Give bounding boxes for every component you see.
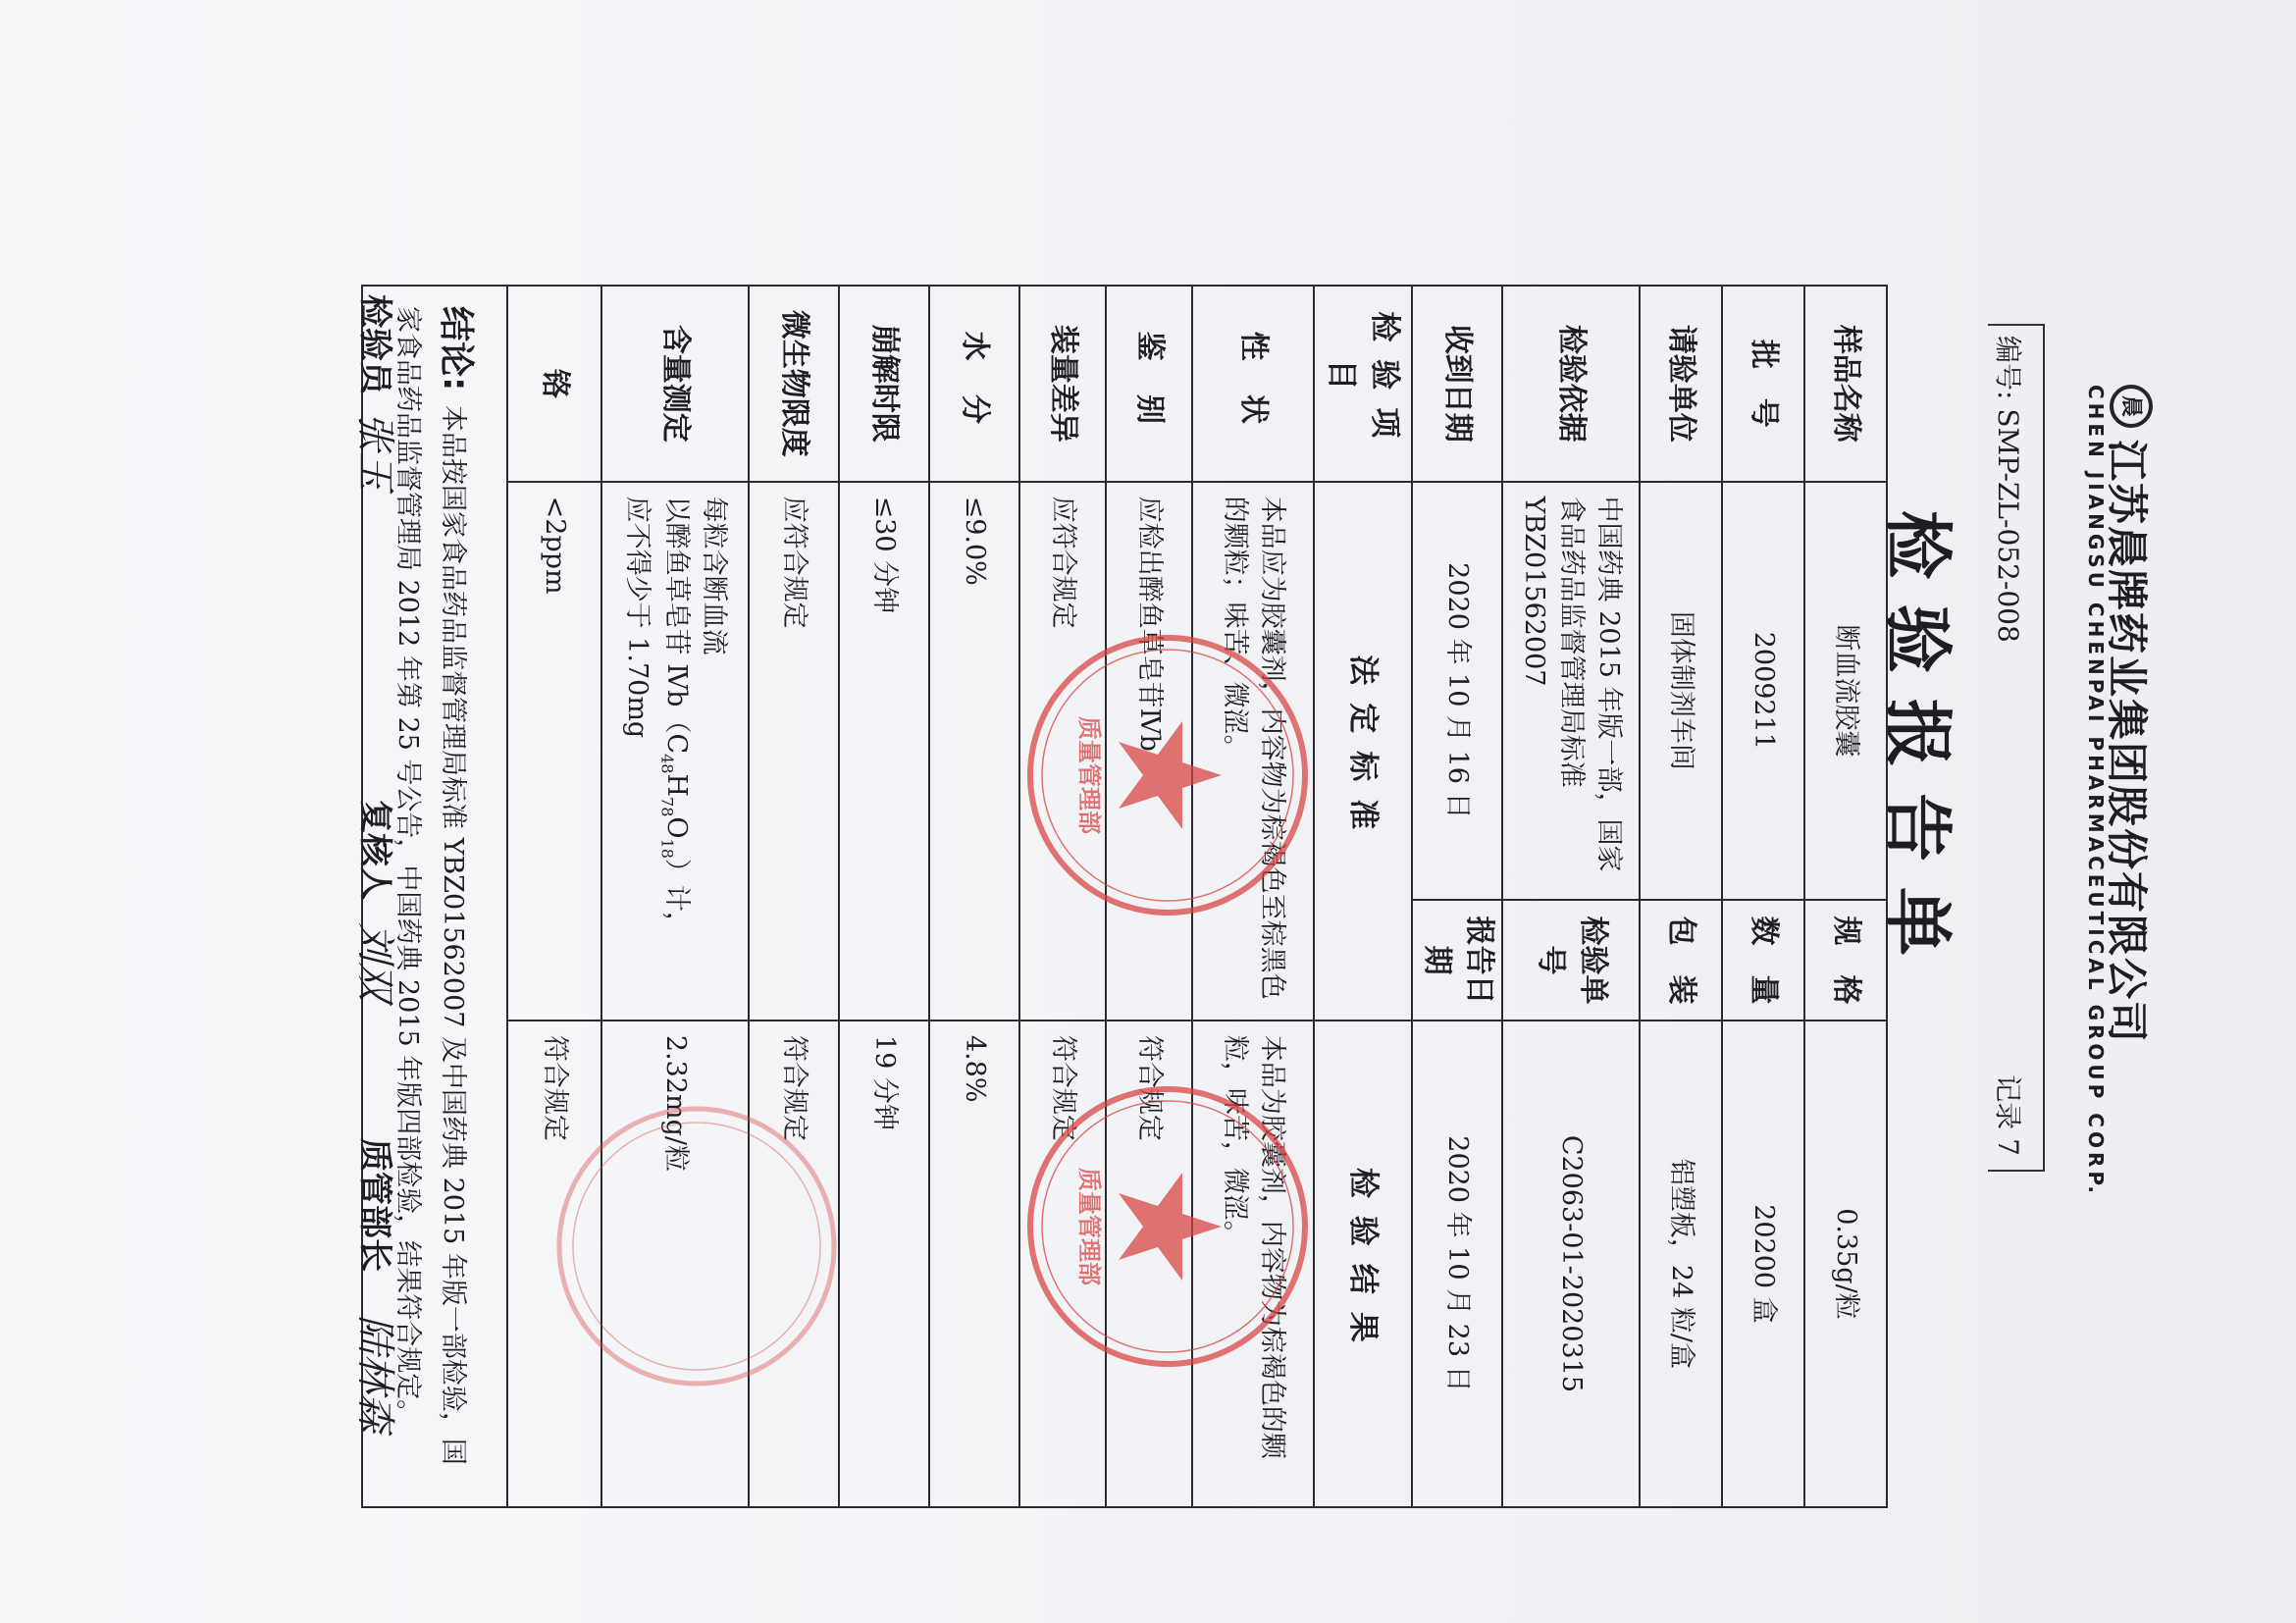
column-header-row — [1314, 286, 1412, 1507]
inspector-signature: 张玉 — [352, 412, 397, 491]
table-row — [1502, 286, 1640, 1507]
svg-text:质量管理部: 质量管理部 — [1075, 1168, 1103, 1285]
report-title: 检验报告单 — [1877, 510, 1958, 981]
result-disintegration: 19 分钟 — [839, 1021, 929, 1507]
test-item-chromium: 铬 — [507, 286, 601, 482]
standard-chromium: <2ppm — [507, 482, 601, 1021]
basis-value: 中国药典 2015 年版一部，国家食品药品监督管理局标准 YBZ01562007 — [1502, 482, 1640, 900]
result-assay: 2.32mg/粒 — [601, 1021, 749, 1507]
signature-row — [324, 285, 402, 1521]
standard-fill-variation: 应符合规定 — [1019, 482, 1106, 1021]
assay-sub-2: 78 — [657, 797, 677, 817]
table-row — [839, 286, 929, 1507]
result-moisture: 4.8% — [929, 1021, 1019, 1507]
inspector-label: 检验员 — [355, 294, 394, 394]
company-header — [2070, 385, 2159, 1415]
result-chromium: 符合规定 — [507, 1021, 601, 1507]
test-item-fill-variation: 装量差异 — [1019, 286, 1106, 482]
standard-moisture: ≤9.0% — [929, 482, 1019, 1021]
assay-line-2a: 以醉鱼草皂苷 Ⅳb（C — [661, 496, 693, 755]
table-row — [1412, 286, 1502, 1507]
test-item-disintegration: 崩解时限 — [839, 286, 929, 482]
company-logo: 晨 — [2110, 385, 2153, 428]
test-item-microbial-limit: 微生物限度 — [749, 286, 839, 482]
packaging-label: 包 装 — [1640, 900, 1722, 1021]
record-number: 记录 7 — [1992, 1074, 2024, 1156]
conclusion-text: 本品按国家食品药品监督管理局标准 YBZ01562007 及中国药典 2015 年版一部检验，国家食品药品监督管理局 2012 年第 25 号公告，中国药典 2015 年版四部检验，结果符合规定。 — [392, 306, 468, 1465]
company-name-en: CHEN JIANGSU CHENPAI PHARMACEUTICAL GROUP CORP. — [2084, 385, 2108, 1197]
requester-value: 固体制剂车间 — [1640, 482, 1722, 900]
column-header-item: 检验项目 — [1314, 286, 1412, 482]
standard-identification: 应检出醉鱼草皂苷Ⅳb — [1106, 482, 1192, 1021]
reviewer-signature: 刘双 — [352, 922, 397, 1001]
standard-assay — [601, 482, 749, 1021]
standard-appearance: 本品应为胶囊剂，内容物为棕褐色至棕黑色的颗粒；味苦、微涩。 — [1192, 482, 1314, 1021]
reviewer-label: 复核人 — [355, 800, 394, 900]
batch-value: 2009211 — [1722, 482, 1804, 900]
table-row — [1722, 286, 1804, 1507]
batch-label: 批 号 — [1722, 286, 1804, 482]
test-item-moisture: 水 分 — [929, 286, 1019, 482]
basis-label: 检验依据 — [1502, 286, 1640, 482]
assay-sub-3: 18 — [657, 838, 677, 859]
sample-name-label: 样品名称 — [1804, 286, 1887, 482]
test-number-label: 检验单号 — [1502, 900, 1640, 1021]
packaging-value: 铝塑板，24 粒/盒 — [1640, 1021, 1722, 1507]
table-row — [1804, 286, 1887, 1507]
table-row — [1640, 286, 1722, 1507]
quantity-label: 数 量 — [1722, 900, 1804, 1021]
seal-stamp-faded — [549, 1099, 844, 1393]
company-name-cn: 江苏晨牌药业集团股份有限公司 — [2103, 440, 2151, 1045]
qa-head-label: 质管部长 — [355, 1138, 394, 1272]
assay-line-2b: ）计， — [661, 858, 693, 938]
standard-disintegration: ≤30 分钟 — [839, 482, 929, 1021]
result-microbial-limit: 符合规定 — [749, 1021, 839, 1507]
qa-head-signature: 陆林森 — [352, 1315, 397, 1433]
report-date-value: 2020 年 10 月 23 日 — [1412, 1021, 1502, 1507]
assay-mid-2: O — [661, 816, 693, 839]
conclusion-label: 结论: — [435, 306, 476, 392]
requester-label: 请验单位 — [1640, 286, 1722, 482]
document-number: 编号: SMP-ZL-052-008 — [1992, 336, 2024, 643]
svg-text:质量管理部: 质量管理部 — [1075, 716, 1103, 834]
test-item-appearance: 性 状 — [1192, 286, 1314, 482]
received-date-label: 收到日期 — [1412, 286, 1502, 482]
sample-name-value: 断血流胶囊 — [1804, 482, 1887, 900]
report-date-label: 报告日期 — [1412, 900, 1502, 1021]
result-appearance: 本品为胶囊剂，内容物为棕褐色的颗粒，味苦，微涩。 — [1192, 1021, 1314, 1507]
table-row — [929, 286, 1019, 1507]
received-date-value: 2020 年 10 月 16 日 — [1412, 482, 1502, 900]
document-code-box — [1988, 324, 2045, 1172]
seal-stamp — [1020, 1079, 1315, 1374]
seal-stamp — [1020, 628, 1315, 922]
result-fill-variation: 符合规定 — [1019, 1021, 1106, 1507]
test-item-identification: 鉴 别 — [1106, 286, 1192, 482]
spec-label: 规 格 — [1804, 900, 1887, 1021]
assay-mid-1: H — [661, 773, 693, 798]
column-header-standard: 法定标准 — [1314, 482, 1412, 1021]
assay-line-3: 应不得少于 1.70mg — [621, 496, 652, 739]
assay-line-1: 每粒含断血流 — [699, 496, 730, 655]
column-header-result: 检验结果 — [1314, 1021, 1412, 1507]
assay-sub-1: 48 — [657, 754, 677, 774]
test-item-assay: 含量测定 — [601, 286, 749, 482]
quantity-value: 20200 盒 — [1722, 1021, 1804, 1507]
spec-value: 0.35g/粒 — [1804, 1021, 1887, 1507]
result-identification: 符合规定 — [1106, 1021, 1192, 1507]
standard-microbial-limit: 应符合规定 — [749, 482, 839, 1021]
test-number-value: C2063-01-2020315 — [1502, 1021, 1640, 1507]
